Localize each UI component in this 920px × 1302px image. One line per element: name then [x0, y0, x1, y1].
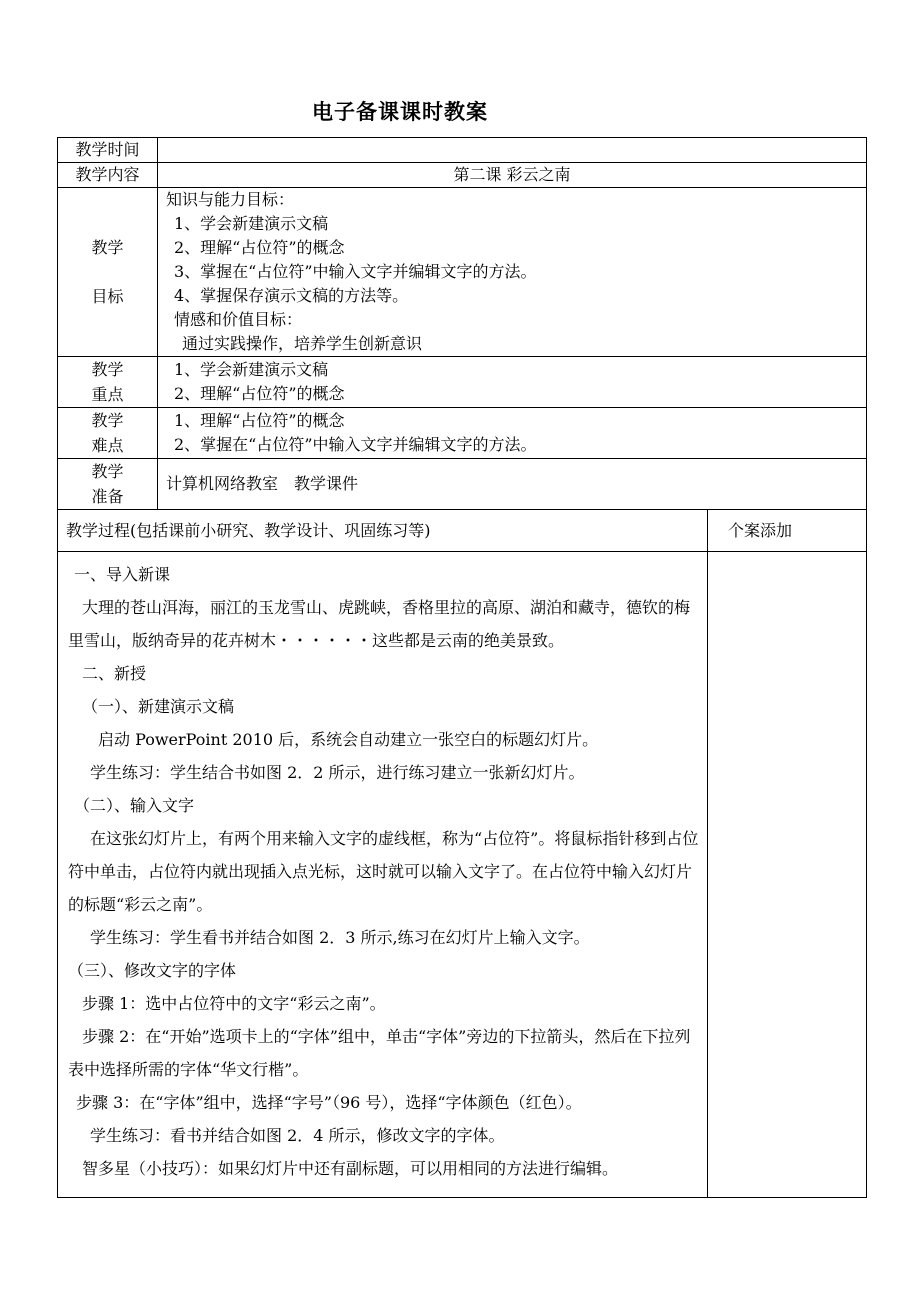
objectives-content: [158, 188, 867, 357]
content-label: 教学内容: [58, 163, 158, 188]
process-paragraph: 学生练习：看书并结合如图 2．4 所示，修改文字的字体。: [90, 1126, 505, 1145]
objectives-line: 情感和价值目标：: [174, 310, 303, 329]
key-points-label: [58, 357, 158, 408]
preparation-label: [58, 459, 158, 510]
process-body: [58, 552, 708, 1198]
objectives-line: 1、学会新建演示文稿: [174, 214, 329, 233]
process-header: 教学过程(包括课前小研究、教学设计、巩固练习等): [58, 510, 708, 552]
objectives-line: 通过实践操作，培养学生创新意识: [182, 334, 423, 353]
process-paragraph: 二、新授: [82, 664, 147, 683]
objectives-line: 2、理解“占位符”的概念: [174, 238, 345, 257]
objectives-label-line-1: 教学: [91, 238, 124, 257]
difficulties-content: [158, 408, 867, 459]
process-paragraph: 在这张幻灯片上，有两个用来输入文字的虚线框，称为“占位符”。将鼠标指针移到占位符中单击，占位符内就出现插入点光标，这时就可以输入文字了。在占位符中输入幻灯片的标题“彩云之南”。: [68, 829, 699, 914]
process-paragraph: 一、导入新课: [74, 565, 171, 584]
key-points-line: 1、学会新建演示文稿: [174, 360, 329, 379]
case-addition-cell: [708, 552, 867, 1198]
row-process-header: [58, 510, 867, 552]
key-points-line: 2、理解“占位符”的概念: [174, 384, 345, 403]
process-paragraph: 步骤 3：在“字体”组中，选择“字号”（96 号），选择“字体颜色（红色）。: [76, 1093, 582, 1112]
time-label: 教学时间: [58, 138, 158, 163]
preparation-label-line-1: 教学: [91, 462, 124, 481]
difficulties-line: 2、掌握在“占位符”中输入文字并编辑文字的方法。: [174, 435, 537, 454]
process-paragraph: 学生练习：学生看书并结合如图 2．3 所示,练习在幻灯片上输入文字。: [90, 928, 590, 947]
key-points-label-line-1: 教学: [91, 360, 124, 379]
difficulties-line: 1、理解“占位符”的概念: [174, 411, 345, 430]
objectives-line: 知识与能力目标：: [166, 190, 295, 209]
row-key-points: [58, 357, 867, 408]
key-points-content: [158, 357, 867, 408]
objectives-label-line-2: 目标: [91, 287, 124, 306]
objectives-label: [58, 188, 158, 357]
row-process-body: [58, 552, 867, 1198]
process-paragraph: 步骤 2：在“开始”选项卡上的“字体”组中，单击“字体”旁边的下拉箭头，然后在下拉列表中选择所需的字体“华文行楷”。: [68, 1027, 691, 1079]
process-paragraph: （一）、新建演示文稿: [82, 697, 235, 716]
objectives-line: 3、掌握在“占位符”中输入文字并编辑文字的方法。: [174, 262, 537, 281]
process-paragraph: 步骤 1：选中占位符中的文字“彩云之南”。: [82, 994, 386, 1013]
content-value: 第二课 彩云之南: [158, 163, 867, 188]
row-preparation: [58, 459, 867, 510]
difficulties-label: [58, 408, 158, 459]
difficulties-label-line-1: 教学: [91, 411, 124, 430]
process-paragraph: 学生练习：学生结合书如图 2．2 所示，进行练习建立一张新幻灯片。: [90, 763, 585, 782]
case-addition-header: 个案添加: [708, 510, 867, 552]
row-objectives: [58, 188, 867, 357]
lesson-plan-table: [57, 137, 867, 1198]
preparation-label-line-2: 准备: [91, 487, 124, 506]
process-paragraph: （二）、输入文字: [74, 796, 195, 815]
document-title: 电子备课课时教案: [312, 100, 488, 124]
row-difficulties: [58, 408, 867, 459]
process-paragraph: 智多星（小技巧）：如果幻灯片中还有副标题，可以用相同的方法进行编辑。: [82, 1159, 619, 1178]
process-paragraph: （三）、修改文字的字体: [68, 961, 237, 980]
time-value: [158, 138, 867, 163]
objectives-line: 4、掌握保存演示文稿的方法等。: [174, 286, 409, 305]
row-teaching-content: [58, 163, 867, 188]
preparation-value: 计算机网络教室 教学课件: [166, 474, 359, 493]
key-points-label-line-2: 重点: [91, 385, 124, 404]
process-paragraph: 大理的苍山洱海，丽江的玉龙雪山、虎跳峡，香格里拉的高原、湖泊和藏寺，德钦的梅里雪山，版纳奇异的花卉树木・・・・・・这些都是云南的绝美景致。: [68, 598, 691, 650]
row-teaching-time: [58, 138, 867, 163]
difficulties-label-line-2: 难点: [91, 436, 124, 455]
preparation-content: [158, 459, 867, 510]
process-paragraph: 启动 PowerPoint 2010 后，系统会自动建立一张空白的标题幻灯片。: [98, 730, 599, 749]
